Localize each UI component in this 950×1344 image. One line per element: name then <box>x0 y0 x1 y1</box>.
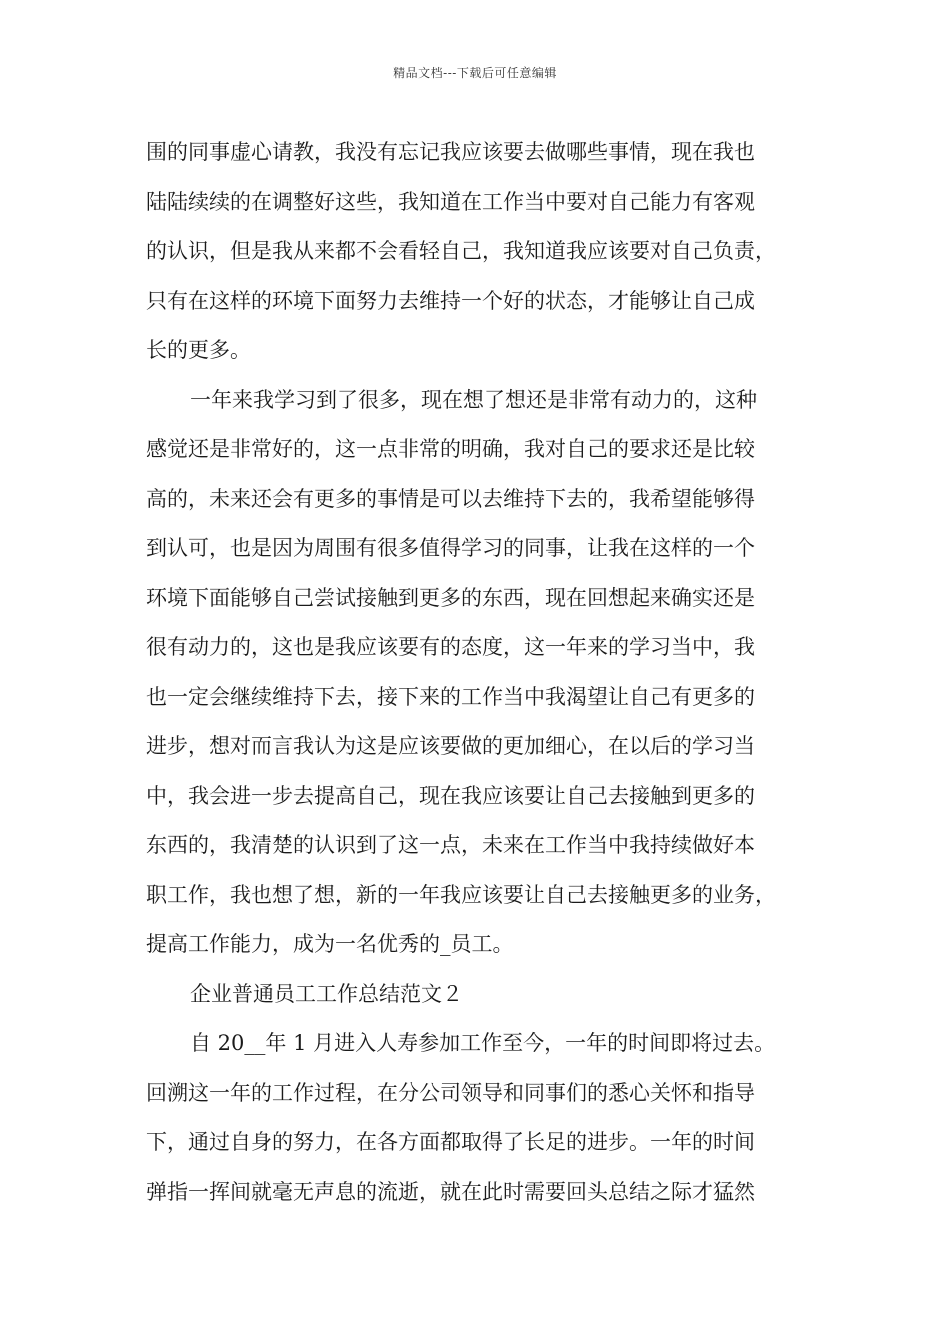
text-line: 东西的，我清楚的认识到了这一点，未来在工作当中我持续做好本 <box>146 833 755 857</box>
text-line: 弹指一挥间就毫无声息的流逝，就在此时需要回头总结之际才猛然 <box>146 1179 755 1204</box>
text-line: 下，通过自身的努力，在各方面都取得了长足的进步。一年的时间 <box>146 1130 755 1154</box>
text-line: 一年来我学习到了很多，现在想了想还是非常有动力的，这种 <box>190 387 757 412</box>
text-line: 围的同事虚心请教，我没有忘记我应该要去做哪些事情，现在我也 <box>146 140 755 164</box>
text-line: 的认识，但是我从来都不会看轻自己，我知道我应该要对自己负责， <box>146 239 776 263</box>
text-line: 陆陆续续的在调整好这些，我知道在工作当中要对自己能力有客观 <box>146 189 755 214</box>
text-line: 环境下面能够自己尝试接触到更多的东西，现在回想起来确实还是 <box>146 585 755 610</box>
text-line: 提高工作能力，成为一名优秀的_员工。 <box>146 932 514 956</box>
text-line: 企业普通员工工作总结范文２ <box>190 981 463 1006</box>
text-line: 回溯这一年的工作过程，在分公司领导和同事们的悉心关怀和指导 <box>146 1080 755 1105</box>
text-line: 感觉还是非常好的，这一点非常的明确，我对自己的要求还是比较 <box>146 437 755 461</box>
text-line: 也一定会继续维持下去，接下来的工作当中我渴望让自己有更多的 <box>146 684 755 709</box>
text-line: 进步，想对而言我认为这是应该要做的更加细心，在以后的学习当 <box>146 734 755 758</box>
text-line: 很有动力的，这也是我应该要有的态度，这一年来的学习当中，我 <box>146 635 755 659</box>
document-body <box>146 128 822 1217</box>
text-line: 只有在这样的环境下面努力去维持一个好的状态，才能够让自己成 <box>146 288 755 313</box>
text-line: 中，我会进一步去提高自己，现在我应该要让自己去接触到更多的 <box>146 783 755 808</box>
text-line: 自 20__年 1 月进入人寿参加工作至今，一年的时间即将过去。 <box>190 1031 776 1055</box>
text-line: 高的，未来还会有更多的事情是可以去维持下去的，我希望能够得 <box>146 486 755 511</box>
text-line: 到认可，也是因为周围有很多值得学习的同事，让我在这样的一个 <box>146 536 755 560</box>
page-header: 精品文档---下载后可任意编辑 <box>393 66 557 80</box>
text-line: 职工作，我也想了想，新的一年我应该要让自己去接触更多的业务， <box>146 882 776 907</box>
text-line: 长的更多。 <box>146 338 251 362</box>
